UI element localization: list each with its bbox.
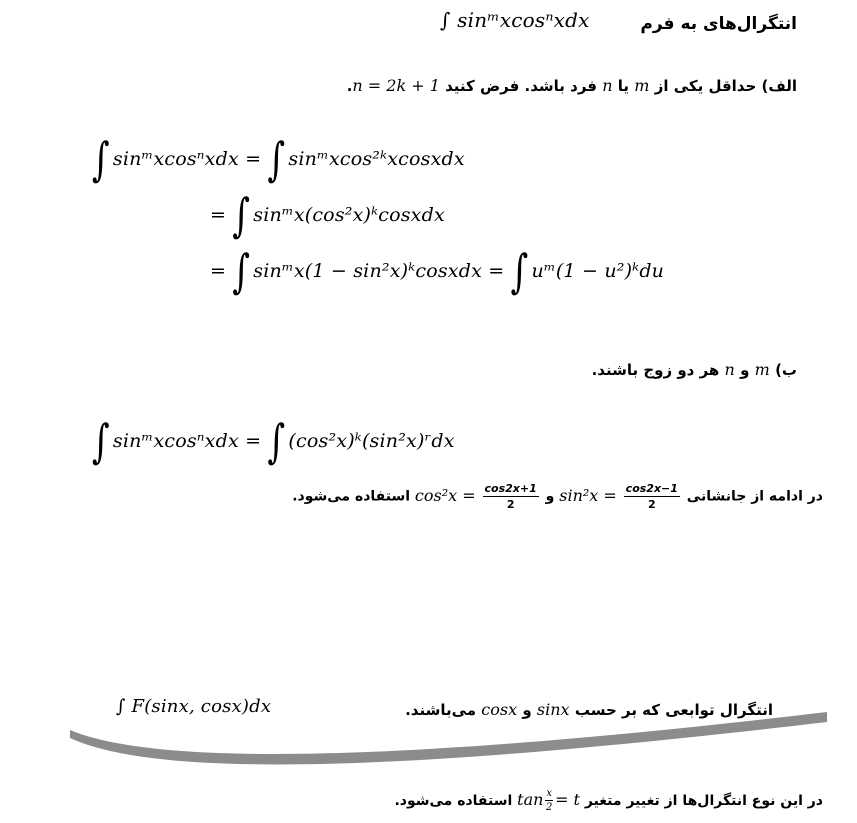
eq-a-line2: = ∫ sinᵐx(cos²x)ᵏcosxdx — [210, 189, 445, 243]
section2-prefix: انتگرال توابعی که بر حسب — [574, 701, 773, 719]
part-a-middle: فرد باشد. فرض کنید — [445, 77, 598, 95]
var-n: n — [724, 360, 735, 379]
eq-b-rhs: (cos²x)ᵏ(sin²x)ʳdx — [288, 430, 455, 452]
section3-text — [394, 788, 823, 813]
part-a-end: . — [346, 77, 353, 95]
title-text: انتگرال‌های به فرم — [640, 14, 797, 34]
integral-sign: ∫ — [232, 189, 251, 243]
eq-a-line3-result: uᵐ(1 − u²)ᵏdu — [531, 260, 665, 282]
integral-sign: ∫ — [267, 415, 286, 469]
eq-a-line3: = ∫ sinᵐx(1 − sin²x)ᵏcosxdx = ∫ uᵐ(1 − u²)ᵏdu — [210, 245, 665, 299]
var-n: n — [602, 76, 613, 95]
cos-identity-lhs: cos²x = — [414, 485, 476, 505]
part-a-or: یا — [617, 77, 630, 95]
section2-suffix: می‌باشند. — [405, 701, 477, 719]
integral-sign: ∫ — [232, 245, 251, 299]
sinx-term: sinx — [536, 700, 570, 719]
eq-a-line3-expr: sinᵐx(1 − sin²x)ᵏcosxdx = — [253, 260, 505, 282]
eq-a-line1-lhs: sinᵐxcosⁿxdx = — [112, 148, 262, 170]
note-suffix: استفاده می‌شود. — [292, 488, 411, 505]
integral-sign: ∫ — [510, 245, 529, 299]
eq-b-lhs: sinᵐxcosⁿxdx = — [112, 430, 262, 452]
cos-fraction: $\frac{1+\cos 2x}{2}$ — [484, 482, 537, 511]
section3-suffix: استفاده می‌شود. — [394, 793, 513, 809]
title-formula: ∫ sinᵐxcosⁿxdx — [440, 8, 590, 32]
var-m: m — [634, 76, 650, 95]
eq-a-line1-rhs: sinᵐxcos²ᵏxcosxdx — [288, 148, 465, 170]
sin-fraction: $\frac{1-\cos 2x}{2}$ — [625, 482, 678, 511]
integral-sign: ∫ — [92, 133, 110, 187]
part-b-suffix: هر دو زوج باشند. — [591, 361, 720, 379]
section2-and: و — [522, 701, 532, 719]
note-and: و — [545, 488, 555, 505]
sin-identity-lhs: sin²x = — [559, 485, 617, 505]
note-prefix: در ادامه از جانشانی — [686, 488, 823, 505]
assumption-formula: n = 2k + 1 — [352, 76, 440, 95]
cosx-term: cosx — [481, 700, 518, 719]
part-b-and: و — [740, 361, 750, 379]
part-a-prefix: الف) حداقل یکی از — [654, 77, 797, 95]
section2-formula: ∫ F(sinx, cosx)dx — [116, 696, 272, 717]
section3-prefix: در این نوع انتگرال‌ها از تغییر متغیر — [584, 793, 823, 809]
integral-sign: ∫ — [92, 415, 110, 469]
integral-sign: ∫ — [267, 133, 286, 187]
eq-a-line2-expr: sinᵐx(cos²x)ᵏcosxdx — [253, 204, 445, 226]
var-m: m — [754, 360, 770, 379]
tan-substitution: tan $\frac{x}{2}$ = t — [517, 788, 580, 813]
part-b-prefix: ب) — [775, 361, 797, 379]
